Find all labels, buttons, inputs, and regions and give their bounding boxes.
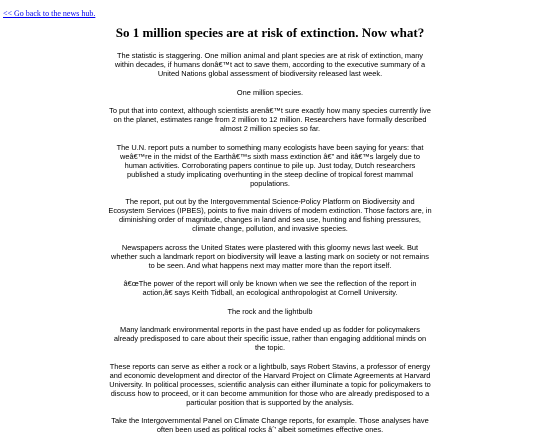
paragraph: Take the Intergovernmental Panel on Climate Change reports, for example. Those analyses have often been used as political rocks âˆ’ albeit sometimes effective ones.	[111, 416, 429, 434]
paragraph: One million species.	[236, 87, 304, 97]
paragraph: To put that into context, although scientists arenâ€™t sure exactly how many species currently live on the planet, estimates range from 2 million to 12 million. Researchers have formally described almost 2 million species so far.	[109, 106, 431, 133]
paragraph: The U.N. report puts a number to something many ecologists have been saying for years: that weâ€™re in the midst of the Earthâ€™s sixth mass extinction â€” and itâ€™s largely due to human activities. Corroborating papers continue to pile up. Just today, Dutch researchers published a study implicating overhunting in the steep decline of tropical forest mammal populations.	[116, 142, 424, 188]
paragraph: These reports can serve as either a rock or a lightbulb, says Robert Stavins, a professor of energy and economic development and director of the Harvard Project on Climate Agreements at Harvard University. In political processes, scientific analysis can either illuminate a topic for policymakers to discuss how to proceed, or it can become ammunition for those who are already predisposed to a particular position that is supported by the analysis.	[109, 361, 431, 407]
back-to-news-hub-link[interactable]: << Go back to the news hub.	[3, 9, 96, 18]
article-body	[108, 51, 432, 444]
paragraph: â€œThe power of the report will only be known when we see the reflection of the report in action,â€ says Keith Tidball, an ecological anthropologist at Cornell University.	[123, 279, 417, 297]
paragraph: The statistic is staggering. One million animal and plant species are at risk of extinction, many within decades, if humans donâ€™t act to save them, according to the executive summary of a United Nations global assessment of biodiversity released last week.	[114, 51, 426, 78]
section-heading: The rock and the lightbulb	[227, 306, 313, 316]
article-title: So 1 million species are at risk of extinction. Now what?	[115, 25, 425, 40]
paragraph: Many landmark environmental reports in the past have ended up as fodder for policymakers already predisposed to care about their specific issue, rather than engaging additional minds on the topic.	[113, 325, 427, 352]
paragraph: The report, put out by the Intergovernmental Science-Policy Platform on Biodiversity and Ecosystem Services (IPBES), points to five main drivers of modern extinction. Those factors are, in diminishing order of magnitude, changes in land and sea use, hunting and fishing pressures, climate change, pollution, and invasive species.	[108, 197, 432, 233]
paragraph: Newspapers across the United States were plastered with this gloomy news last week. But whether such a landmark report on biodiversity will leave a lasting mark on society or not remains to be seen. And what happens next may matter more than the report itself.	[111, 242, 429, 270]
